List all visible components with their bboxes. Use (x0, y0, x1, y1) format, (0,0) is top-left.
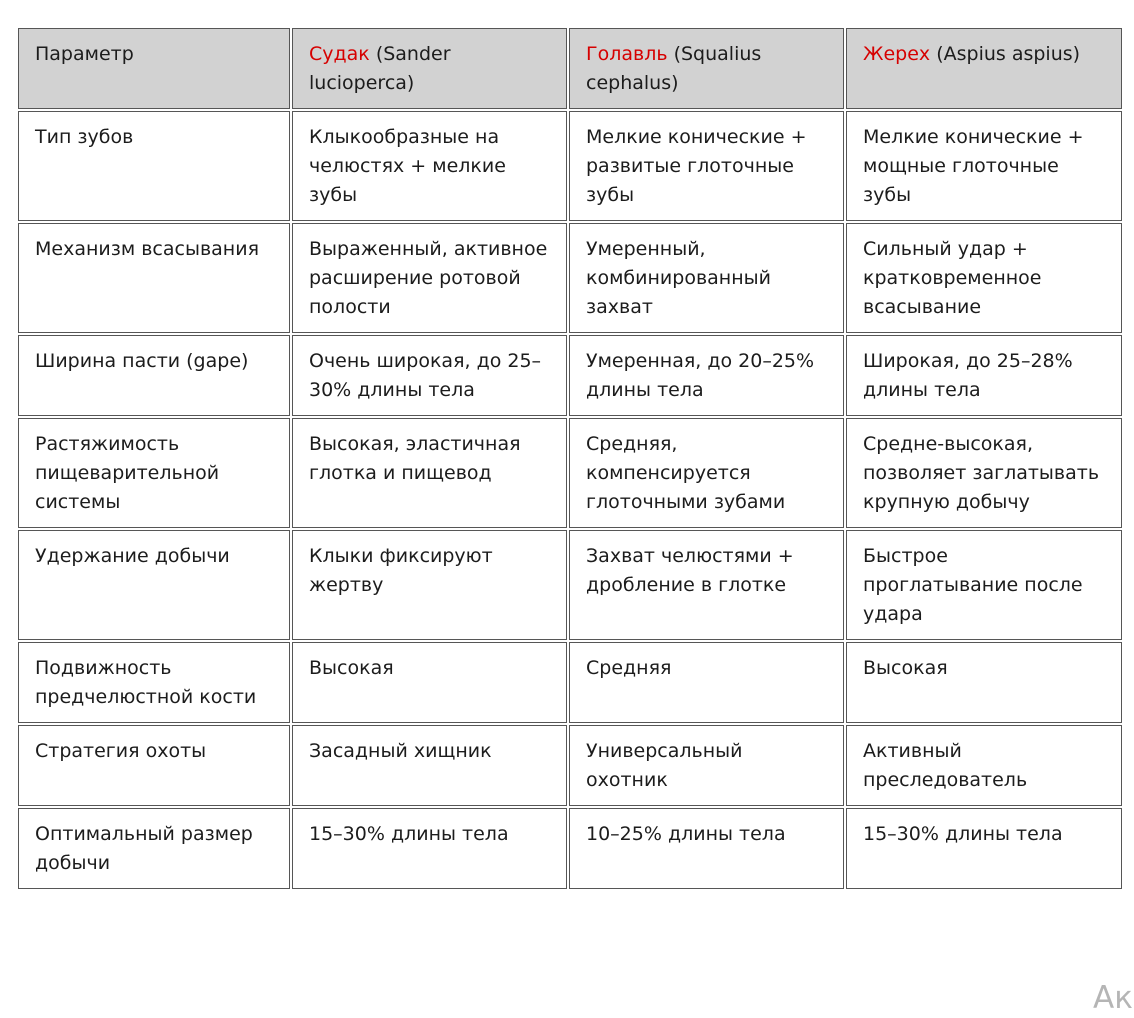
species-name-golavl: Голавль (586, 43, 668, 65)
value-cell-zherekh: Активный преследователь (846, 725, 1122, 806)
param-cell: Стратегия охоты (18, 725, 290, 806)
param-cell: Удержание добычи (18, 530, 290, 640)
table-row-premaxilla-mobility (18, 642, 1122, 723)
table-row-suction-mechanism (18, 223, 1122, 333)
value-cell-golavl: Захват челюстями + дробление в глотке (569, 530, 844, 640)
param-cell: Ширина пасти (gape) (18, 335, 290, 416)
param-cell: Тип зубов (18, 111, 290, 221)
value-cell-sudak: Очень широкая, до 25–30% длины тела (292, 335, 567, 416)
value-cell-golavl: Умеренный, комбинированный захват (569, 223, 844, 333)
species-name-zherekh: Жерех (863, 43, 931, 65)
value-cell-zherekh: Средне-высокая, позволяет заглатывать крупную добычу (846, 418, 1122, 528)
watermark-text: Ак (1093, 980, 1133, 1016)
species-latin-golavl: (Squalius cephalus) (586, 43, 762, 94)
value-cell-golavl: Универсальный охотник (569, 725, 844, 806)
value-cell-zherekh: Сильный удар + кратковременное всасывание (846, 223, 1122, 333)
param-cell: Механизм всасывания (18, 223, 290, 333)
species-latin-sudak: (Sander lucioperca) (309, 43, 451, 94)
value-cell-sudak: Клыкообразные на челюстях + мелкие зубы (292, 111, 567, 221)
species-name-sudak: Судак (309, 43, 370, 65)
value-cell-sudak: Выраженный, активное расширение ротовой полости (292, 223, 567, 333)
header-row (18, 28, 1122, 109)
value-cell-sudak: Засадный хищник (292, 725, 567, 806)
value-cell-sudak: Высокая, эластичная глотка и пищевод (292, 418, 567, 528)
value-cell-golavl: 10–25% длины тела (569, 808, 844, 889)
header-cell-golavl (569, 28, 844, 109)
value-cell-zherekh: Мелкие конические + мощные глоточные зубы (846, 111, 1122, 221)
value-cell-zherekh: Высокая (846, 642, 1122, 723)
table-row-hunting-strategy (18, 725, 1122, 806)
value-cell-sudak: 15–30% длины тела (292, 808, 567, 889)
value-cell-golavl: Средняя, компенсируется глоточными зубами (569, 418, 844, 528)
parameter-header-label: Параметр (35, 43, 134, 65)
param-cell: Оптимальный размер добычи (18, 808, 290, 889)
species-latin-zherekh: (Aspius aspius) (930, 43, 1081, 65)
header-cell-zherekh (846, 28, 1122, 109)
value-cell-zherekh: Быстрое проглатывание после удара (846, 530, 1122, 640)
header-cell-parameter (18, 28, 290, 109)
param-cell: Подвижность предчелюстной кости (18, 642, 290, 723)
value-cell-golavl: Умеренная, до 20–25% длины тела (569, 335, 844, 416)
value-cell-golavl: Средняя (569, 642, 844, 723)
param-cell: Растяжимость пищеварительной системы (18, 418, 290, 528)
value-cell-sudak: Клыки фиксируют жертву (292, 530, 567, 640)
table-row-gape-width (18, 335, 1122, 416)
table-row-digestive-extensibility (18, 418, 1122, 528)
value-cell-golavl: Мелкие конические + развитые глоточные зубы (569, 111, 844, 221)
value-cell-zherekh: 15–30% длины тела (846, 808, 1122, 889)
fish-comparison-table (16, 26, 1124, 891)
value-cell-zherekh: Широкая, до 25–28% длины тела (846, 335, 1122, 416)
value-cell-sudak: Высокая (292, 642, 567, 723)
table-row-optimal-prey-size (18, 808, 1122, 889)
table-row-prey-retention (18, 530, 1122, 640)
header-cell-sudak (292, 28, 567, 109)
table-row-teeth-type (18, 111, 1122, 221)
